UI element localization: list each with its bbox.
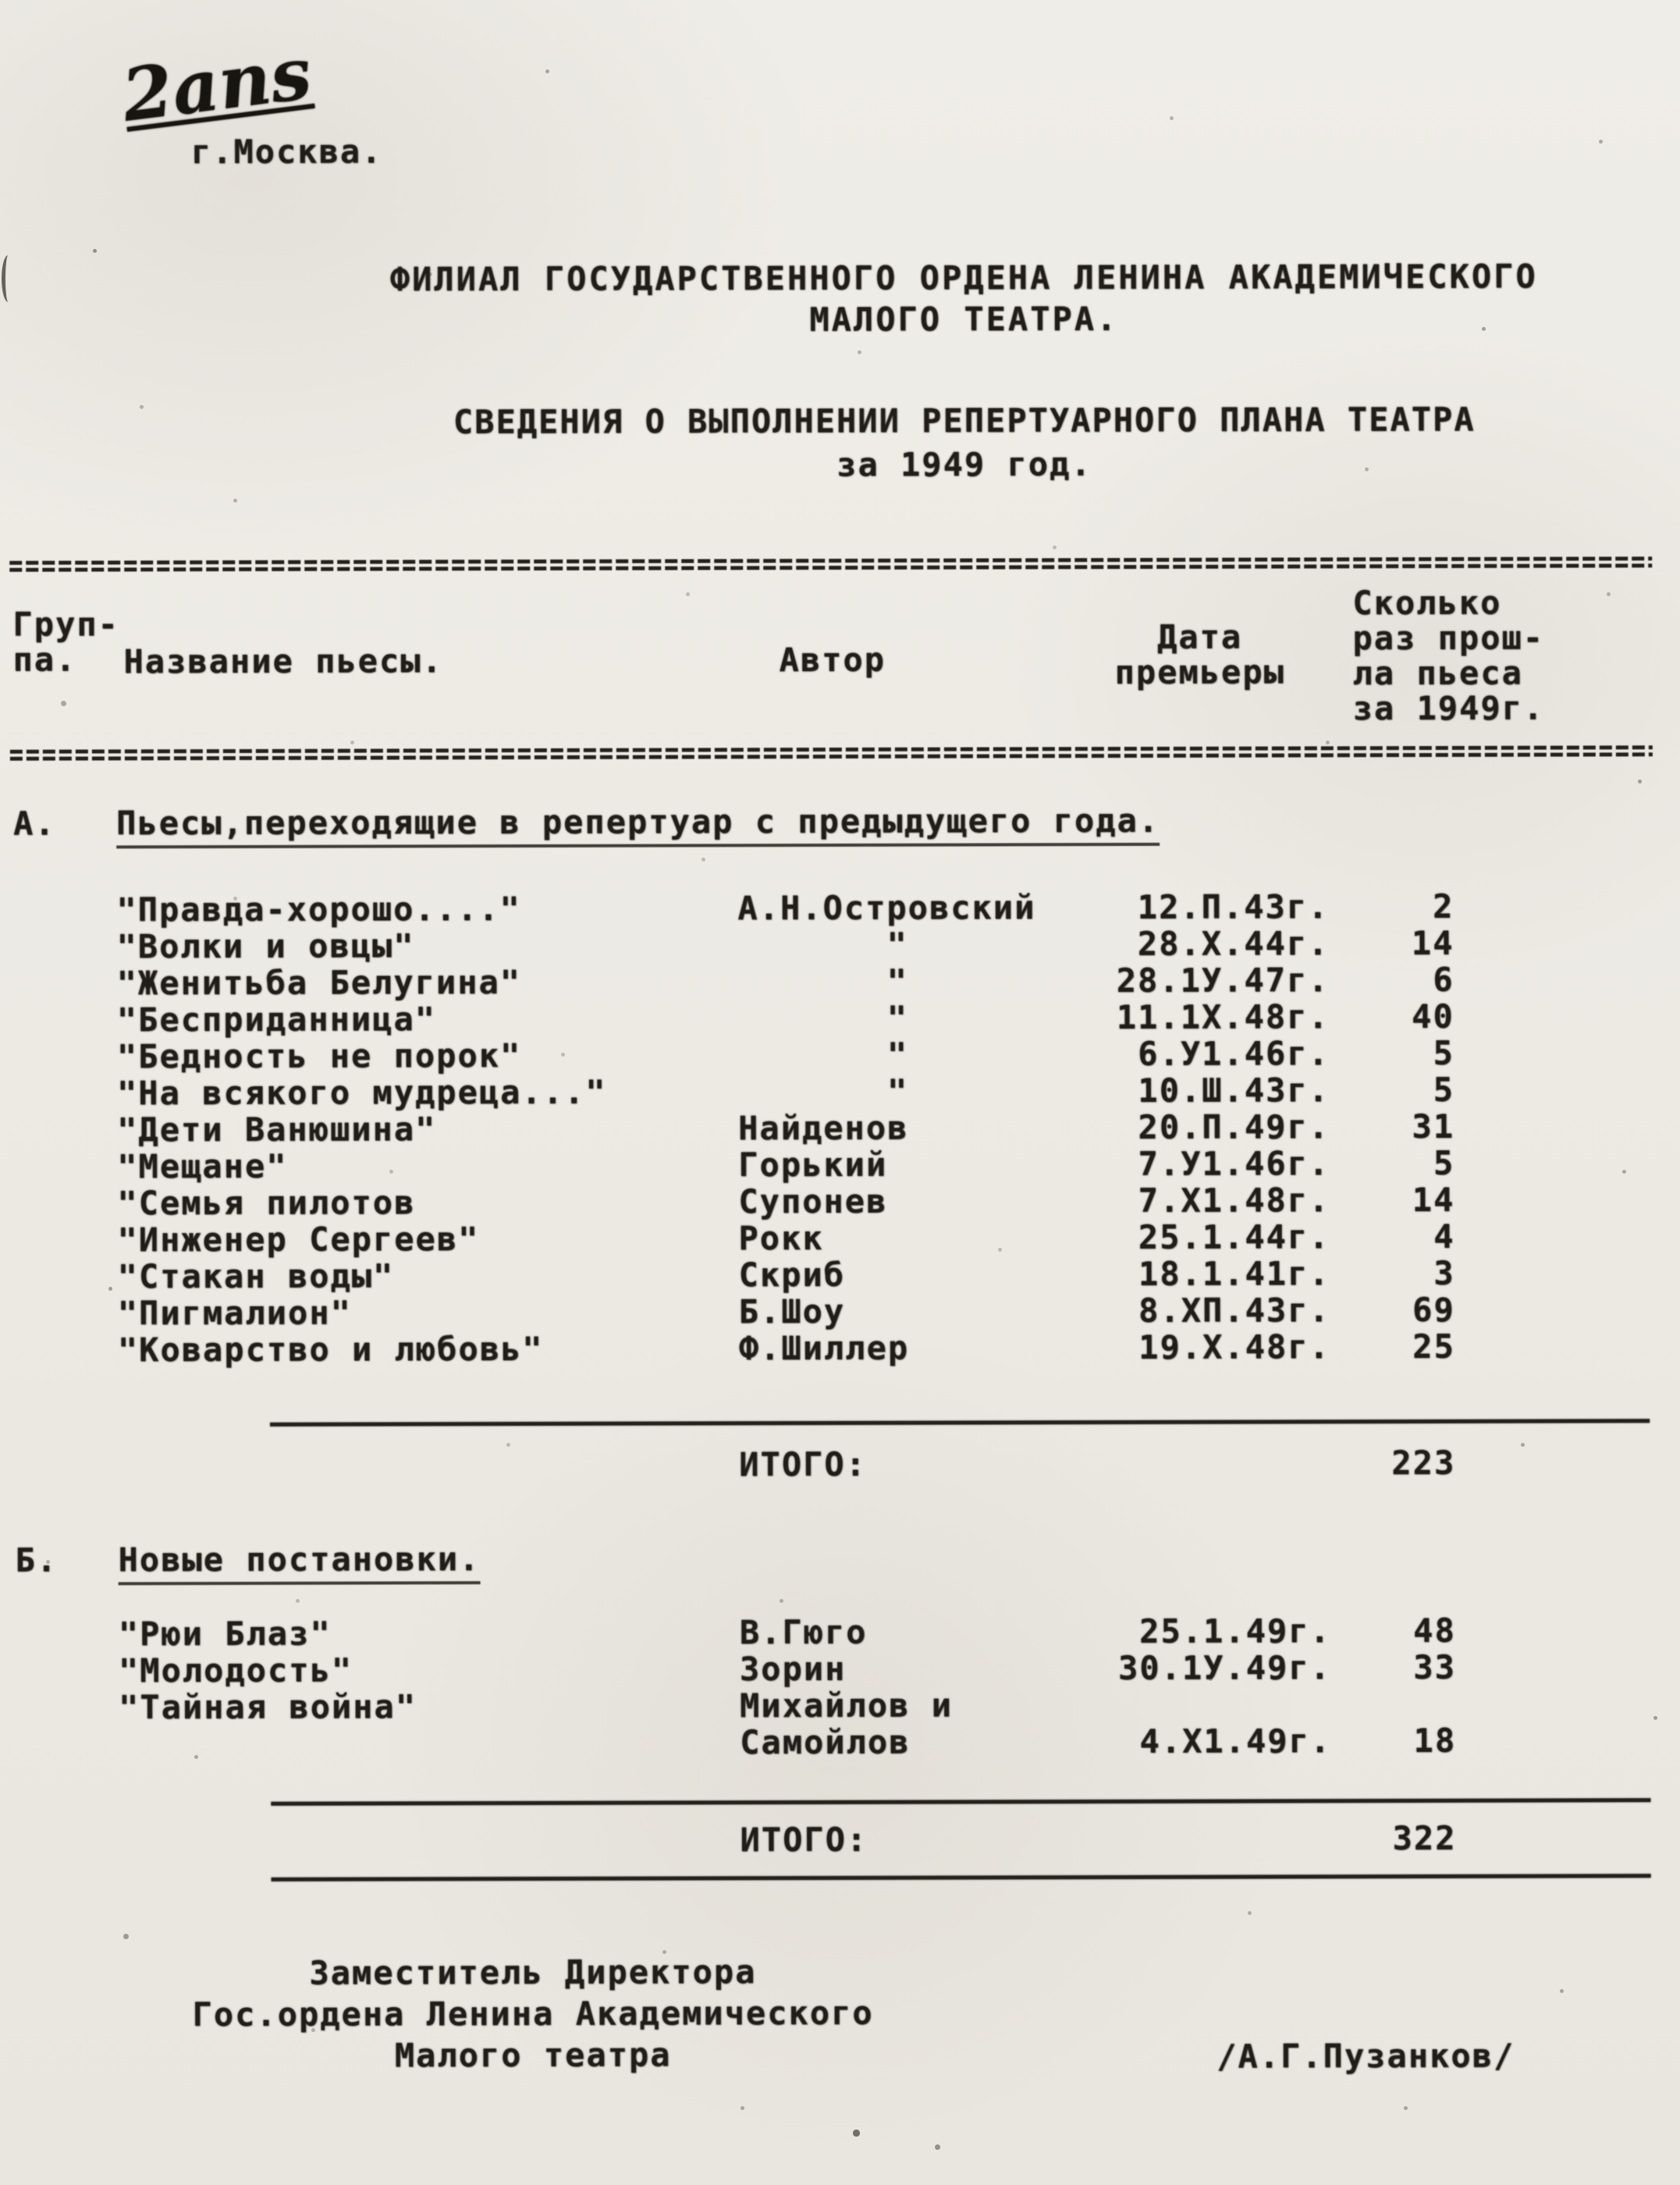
document-subtitle <box>250 397 1678 489</box>
subtitle-line-2: за 1949 год. <box>836 445 1092 485</box>
table-row <box>14 1108 1454 1149</box>
col-header-count: Сколько раз прош- ла пьеса за 1949г. <box>1352 583 1545 728</box>
group-cell <box>16 1689 119 1725</box>
city-label: г.Москва. <box>190 132 383 172</box>
premiere-date <box>1105 1686 1331 1723</box>
premiere-date: 20.П.49г. <box>1138 1107 1330 1146</box>
document-title <box>250 255 1678 342</box>
play-author: Рокк <box>738 1219 824 1258</box>
play-author: " <box>737 998 909 1038</box>
table-row <box>14 1181 1454 1222</box>
performance-count: 69 <box>1412 1290 1455 1330</box>
play-title: "На всякого мудреца..." <box>116 1072 607 1113</box>
premiere-date: 18.1.41г. <box>1138 1254 1330 1293</box>
col-header-date: Дата премьеры <box>1114 617 1285 692</box>
play-title: "Мещане" <box>117 1146 288 1186</box>
table-row <box>14 1218 1454 1259</box>
play-title: "Бесприданница" <box>116 1000 437 1039</box>
section-b-total-label: ИТОГО: <box>740 1820 868 1860</box>
premiere-date: 28.1У.47г. <box>1116 961 1330 1000</box>
group-cell <box>14 1221 117 1258</box>
play-author: " <box>737 1035 909 1075</box>
section-a-total-rule <box>270 1419 1650 1426</box>
section-b-total-value: 322 <box>1392 1818 1457 1858</box>
group-cell <box>14 1075 117 1111</box>
section-b-rows <box>16 1612 1456 1763</box>
signatory-title-line-2: Гос.ордена Ленина Академического <box>192 1993 874 2034</box>
premiere-date: 11.1Х.48г. <box>1116 997 1330 1037</box>
signatory-name: /А.Г.Пузанков/ <box>1216 2036 1515 2076</box>
play-author: Скриб <box>738 1255 846 1295</box>
section-b-total-rule-top <box>271 1798 1650 1806</box>
table-row <box>15 1328 1455 1369</box>
play-title: "Женитьба Белугина" <box>116 963 522 1003</box>
group-cell <box>16 1652 119 1689</box>
section-a-rows <box>13 888 1455 1369</box>
play-author: А.Н.Островский <box>737 888 1036 928</box>
table-row <box>14 961 1454 1002</box>
section-b-heading: Новые постановки. <box>119 1540 481 1585</box>
premiere-date: 25.1.49г. <box>1139 1611 1331 1650</box>
subtitle-line-1: СВЕДЕНИЯ О ВЫПОЛНЕНИИ РЕПЕРТУАРНОГО ПЛАНА ТЕАТРА <box>453 400 1476 442</box>
performance-count: 14 <box>1412 1180 1455 1220</box>
play-title <box>119 1724 740 1762</box>
performance-count: 25 <box>1412 1327 1455 1366</box>
play-title: "Инженер Сергеев" <box>117 1220 480 1259</box>
performance-count: 18 <box>1413 1721 1457 1760</box>
play-title: "Коварство и любовь" <box>117 1329 544 1370</box>
table-row <box>13 925 1454 965</box>
premiere-date: 28.Х.44г. <box>1137 924 1330 964</box>
premiere-date: 6.У1.46г. <box>1138 1034 1330 1074</box>
play-title: "Стакан воды" <box>117 1256 395 1296</box>
premiere-date: 25.1.44г. <box>1138 1217 1330 1256</box>
signatory-title-line-3: Малого театра <box>394 2035 672 2075</box>
group-cell <box>14 1148 117 1185</box>
table-header-border <box>10 745 1653 762</box>
table-row <box>13 888 1454 929</box>
group-cell <box>14 1185 117 1221</box>
group-cell <box>16 1725 119 1762</box>
performance-count <box>1331 1686 1456 1722</box>
premiere-date: 12.П.43г. <box>1137 887 1330 927</box>
group-cell <box>15 1331 118 1368</box>
play-author: Михайлов и <box>739 1686 953 1725</box>
play-title: "Тайная война" <box>118 1687 417 1727</box>
col-header-title: Название пьесы. <box>123 641 443 681</box>
table-row <box>14 998 1454 1039</box>
play-author: " <box>737 961 908 1001</box>
play-title: "Рюи Блаз" <box>118 1614 332 1654</box>
table-row <box>16 1686 1456 1726</box>
performance-count: 33 <box>1413 1647 1456 1687</box>
play-title: "Семья пилотов <box>117 1183 416 1223</box>
performance-count: 5 <box>1433 1070 1455 1110</box>
performance-count: 31 <box>1412 1107 1455 1146</box>
performance-count: 6 <box>1433 960 1454 1000</box>
performance-count: 2 <box>1433 886 1454 926</box>
group-cell <box>15 1295 118 1331</box>
premiere-date: 4.Х1.49г. <box>1139 1721 1332 1760</box>
premiere-date: 19.Х.48г. <box>1138 1327 1330 1366</box>
premiere-date: 30.1У.49г. <box>1117 1648 1331 1688</box>
section-a-header <box>0 800 1679 843</box>
group-cell <box>13 891 116 928</box>
play-title: "Пигмалион" <box>117 1293 352 1333</box>
performance-count: 40 <box>1412 997 1454 1036</box>
play-author: Горький <box>738 1145 888 1185</box>
section-b-label: Б. <box>15 1540 59 1579</box>
table-row <box>14 1071 1454 1112</box>
section-a-total-value: 223 <box>1391 1443 1456 1483</box>
signature-block <box>119 1951 947 2077</box>
performance-count: 14 <box>1411 923 1454 963</box>
title-line-2: МАЛОГО ТЕАТРА. <box>809 300 1119 339</box>
play-title: "Дети Ванюшина" <box>117 1110 437 1149</box>
section-a-label: А. <box>13 804 56 843</box>
title-line-1: ФИЛИАЛ ГОСУДАРСТВЕННОГО ОРДЕНА ЛЕНИНА АКАДЕМИЧЕСКОГО <box>389 257 1538 299</box>
play-title: "Волки и овцы" <box>116 926 415 966</box>
play-author: " <box>737 1071 909 1111</box>
performance-count: 3 <box>1433 1253 1455 1293</box>
performance-count: 5 <box>1433 1143 1455 1183</box>
play-author-second-line: Самойлов <box>740 1722 911 1762</box>
group-cell <box>13 928 116 965</box>
col-header-author: Автор <box>779 640 886 680</box>
table-top-border <box>9 556 1652 574</box>
col-header-group: Груп- па. <box>12 605 119 679</box>
play-title: "Молодость" <box>118 1650 353 1690</box>
play-author: " <box>737 925 908 965</box>
table-row <box>15 1291 1455 1332</box>
table-row <box>16 1612 1456 1653</box>
performance-count: 48 <box>1413 1611 1456 1650</box>
play-author: В.Гюго <box>739 1612 868 1652</box>
group-cell <box>14 1111 117 1148</box>
section-b-header <box>2 1537 1680 1579</box>
group-cell <box>16 1615 119 1652</box>
premiere-date: 8.ХП.43г. <box>1138 1291 1330 1330</box>
section-a-heading: Пьесы,переходящие в репертуар с предыдущего года. <box>116 801 1160 849</box>
performance-count: 4 <box>1433 1217 1455 1256</box>
group-cell <box>14 965 117 1001</box>
premiere-date: 10.Ш.43г. <box>1138 1071 1330 1110</box>
group-cell <box>15 1258 118 1295</box>
table-row <box>16 1649 1456 1689</box>
handwritten-mark: 2ans <box>117 30 316 138</box>
premiere-date: 7.У1.46г. <box>1138 1144 1330 1183</box>
table-row <box>14 1145 1454 1185</box>
table-row <box>16 1722 1456 1763</box>
group-cell <box>14 1038 117 1075</box>
performance-count: 5 <box>1433 1033 1454 1073</box>
play-title: "Правда-хорошо...." <box>116 890 521 929</box>
section-b-total-rule-bottom <box>272 1874 1651 1881</box>
play-title: "Бедность не порок" <box>116 1036 522 1076</box>
play-author: Ф.Шиллер <box>738 1328 910 1368</box>
table-row <box>14 1035 1454 1075</box>
play-author: Зорин <box>739 1649 847 1689</box>
table-row <box>15 1255 1455 1295</box>
group-cell <box>14 1001 117 1038</box>
premiere-date: 7.Х1.48г. <box>1138 1181 1330 1220</box>
section-a-total-label: ИТОГО: <box>739 1444 868 1484</box>
play-author: Найденов <box>738 1108 909 1148</box>
signatory-title-line-1: Заместитель Директора <box>309 1952 757 1992</box>
play-author: Б.Шоу <box>738 1291 846 1331</box>
play-author: Супонев <box>738 1181 888 1221</box>
